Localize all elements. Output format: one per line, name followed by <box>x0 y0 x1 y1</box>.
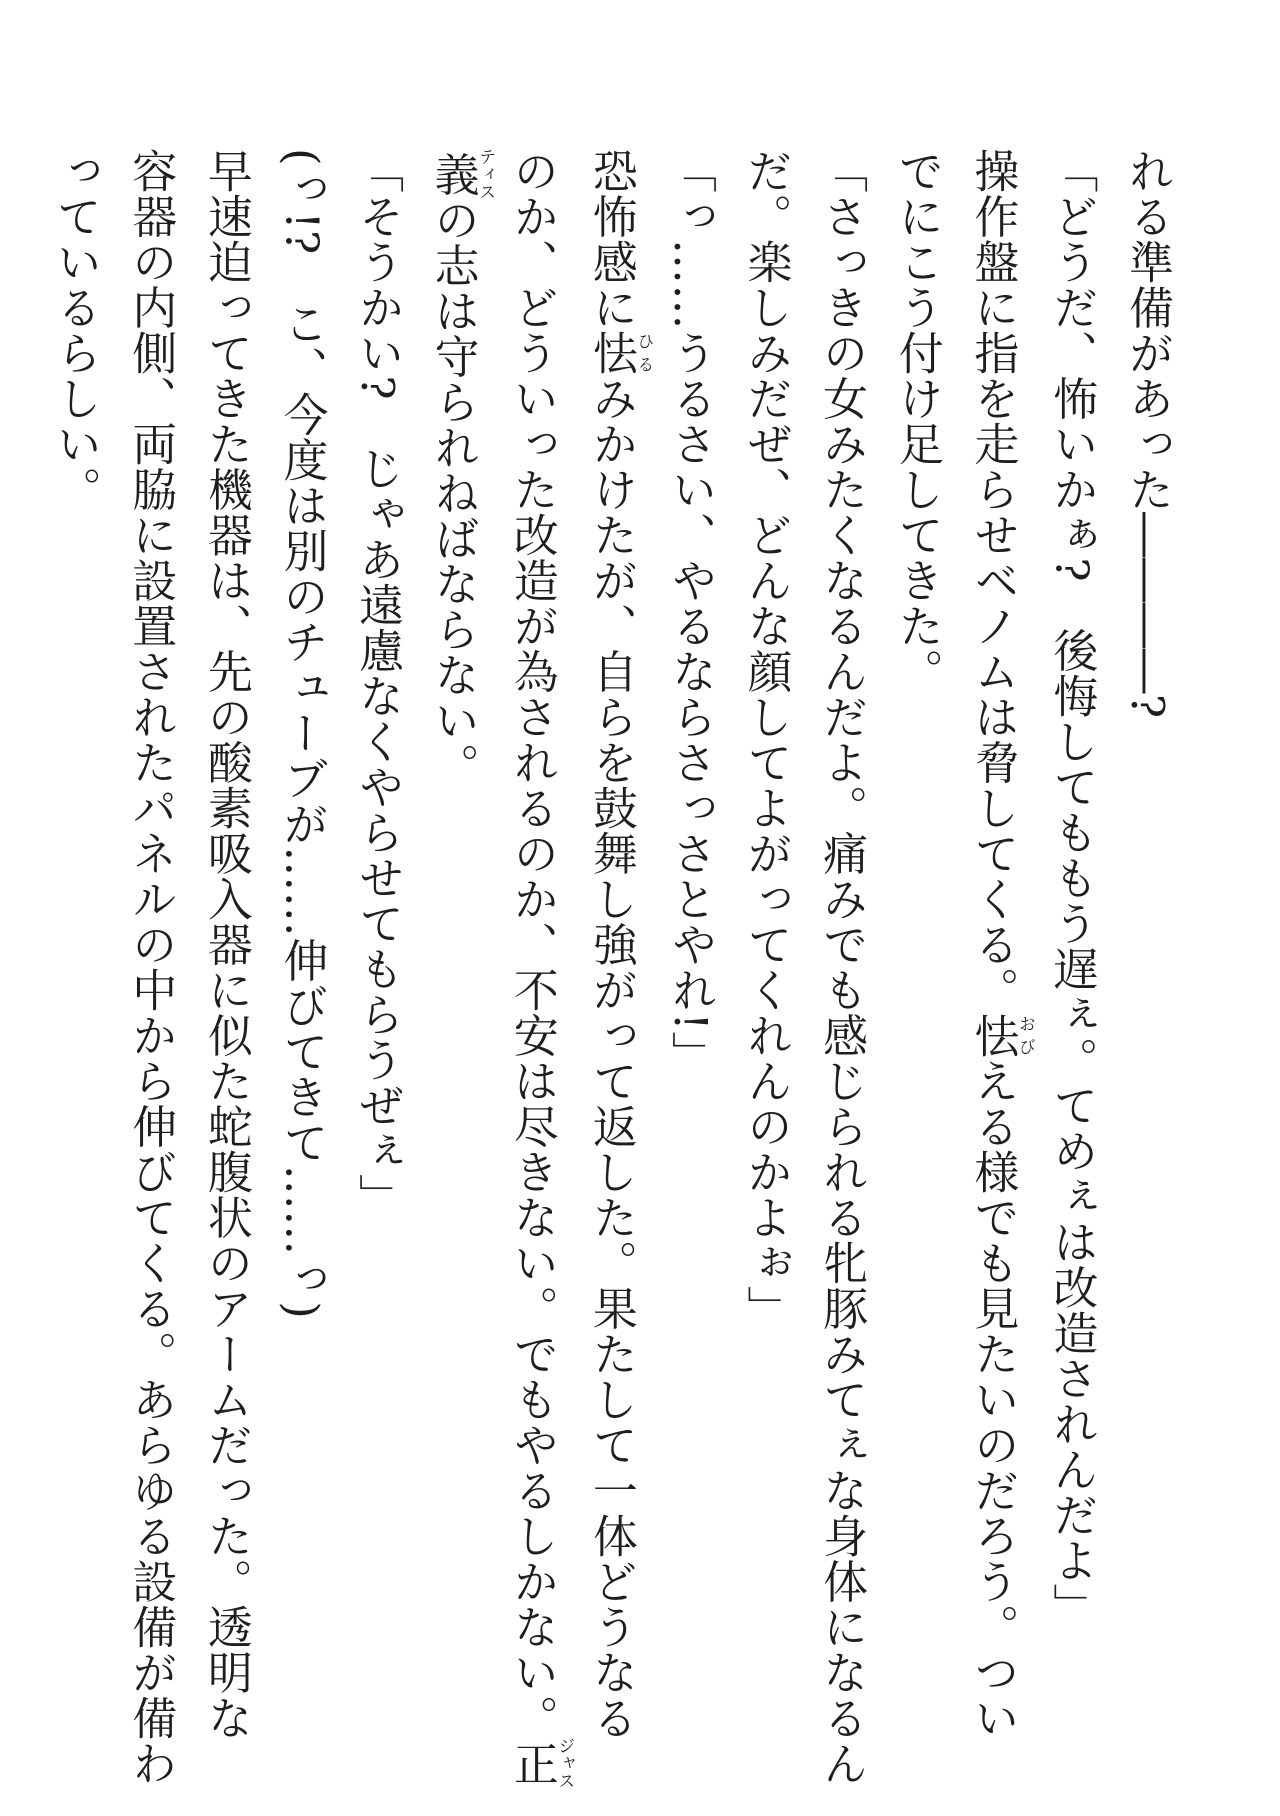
text-line-12 <box>264 148 340 1708</box>
ruby-base: 正 <box>505 1737 559 1790</box>
dialogue-text: だ。楽しみだぜ、どんな顔してよがってくれんのかよぉ」 <box>739 148 793 1331</box>
ruby-base: 怯 <box>584 330 638 376</box>
vertical-text-body <box>37 148 1185 1790</box>
ruby-annotation <box>426 148 496 201</box>
text-line-8 <box>573 148 654 1741</box>
line-text: 操作盤に指を走らせベノムは脅してくる。 <box>966 148 1020 1013</box>
text-line-3 <box>955 148 1035 1741</box>
text-line-5 <box>804 148 880 1786</box>
line-text: のか、どういった改造が為されるのか、不安は尽きない。でもやるしかない。 <box>505 148 559 1741</box>
line-text: える様でも見たいのだろう。つい <box>966 1058 1020 1741</box>
text-line-13 <box>188 148 264 1741</box>
text-line-6 <box>728 148 804 1708</box>
text-line-7 <box>652 148 728 1708</box>
dialogue-text: 「どうだ、怖いかぁ? 後悔してももう遅ぇ。てめぇは改造されんだよ」 <box>1045 148 1099 1629</box>
inner-thought-text: (っ!? こ、今度は別のチューブが……伸びてきて……っ) <box>275 148 329 1320</box>
text-line-1 <box>1109 148 1185 1708</box>
ruby-reading: ジャス <box>554 1737 575 1790</box>
text-line-10 <box>415 148 494 1708</box>
ruby-annotation <box>505 1737 575 1790</box>
line-text: れる準備があった――――? <box>1121 148 1174 719</box>
text-line-14 <box>113 148 189 1786</box>
line-text: 容器の内側、両脇に設置されたパネルの中から伸びてくる。あらゆる設備が備わ <box>124 148 178 1786</box>
text-line-9 <box>494 148 575 1790</box>
text-line-11 <box>339 148 415 1708</box>
text-line-2 <box>1034 148 1110 1708</box>
ruby-base: 義 <box>426 148 480 201</box>
text-line-15 <box>37 148 113 1708</box>
line-text: 早速迫ってきた機器は、先の酸素吸入器に似た蛇腹状のアームだった。透明な <box>199 148 253 1741</box>
ruby-reading: おび <box>1014 1012 1035 1058</box>
line-text: 恐怖感に <box>584 148 638 330</box>
dialogue-text: 「っ……うるさい、やるならさっさとやれ!」 <box>663 148 717 1077</box>
ruby-annotation <box>584 330 654 376</box>
ruby-reading: ティス <box>475 148 496 201</box>
line-text: の志は守られねばならない。 <box>426 197 480 789</box>
ruby-reading: ひる <box>633 330 654 376</box>
dialogue-text: 「そうかい? じゃあ遠慮なくやらせてもらうぜぇ」 <box>351 148 405 1220</box>
ruby-annotation <box>966 1012 1035 1059</box>
line-text: っているらしい。 <box>48 148 102 512</box>
dialogue-text: 「さっきの女みたくなるんだよ。痛みでも感じられる牝豚みてぇな身体になるん <box>815 148 869 1786</box>
line-text: でにこう付け足してきた。 <box>890 148 944 694</box>
text-line-4 <box>879 148 955 1708</box>
ruby-base: 怯 <box>966 1012 1020 1058</box>
line-text: みかけたが、自らを鼓舞し強がって返した。果たして一体どうなる <box>584 375 638 1741</box>
